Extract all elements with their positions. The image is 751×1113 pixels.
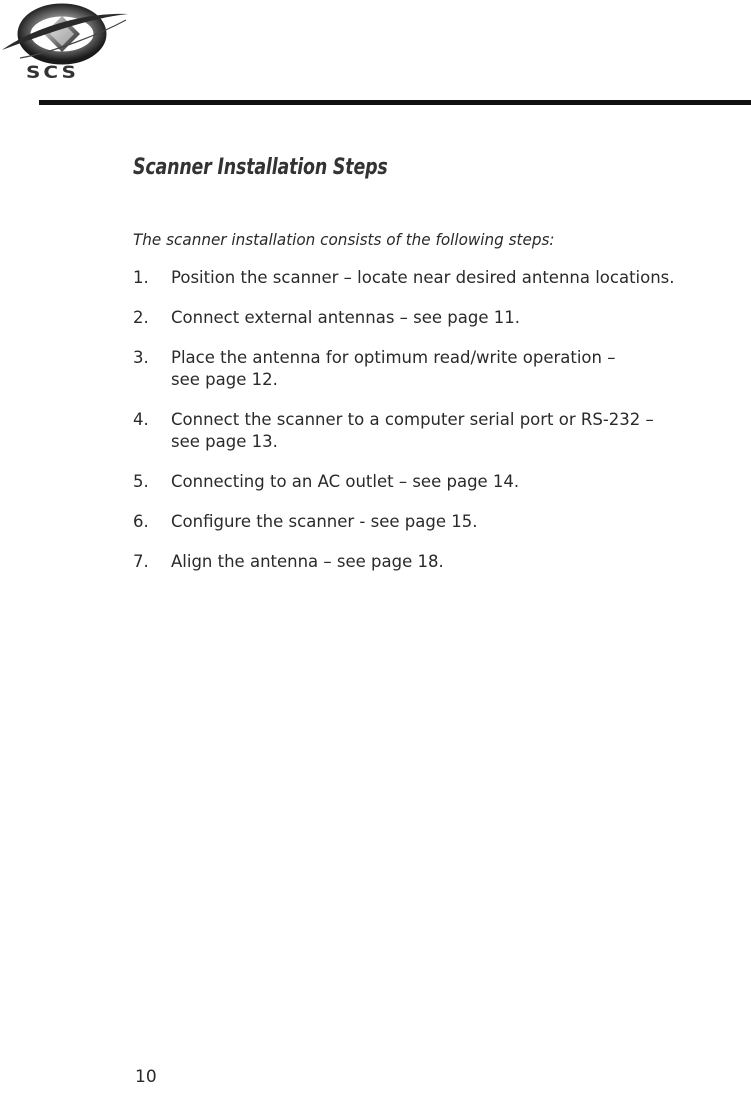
step-text [171,409,733,453]
step-number: 6. [133,512,149,531]
step-text [171,267,733,289]
header-rule [39,100,751,105]
step-line: Connecting to an AC outlet – see page 14. [171,472,520,491]
step-number: 4. [133,410,149,429]
list-item [133,409,733,453]
intro-text: The scanner installation consists of the following steps: [133,230,555,249]
logo-wordmark: SCS [26,62,79,83]
step-line: Connect the scanner to a computer serial port or RS-232 – [171,410,654,429]
step-line: Align the antenna – see page 18. [171,552,444,571]
step-text [171,471,733,493]
step-number: 2. [133,308,149,327]
page-number: 10 [135,1067,157,1087]
step-text [171,307,733,329]
list-item [133,551,733,573]
step-line: see page 13. [171,432,278,451]
step-number: 1. [133,268,149,287]
scs-logo [0,0,130,90]
steps-list [133,267,733,591]
list-item [133,307,733,329]
list-item [133,471,733,493]
page-title: Scanner Installation Steps [133,155,388,180]
list-item [133,267,733,289]
step-line: Configure the scanner - see page 15. [171,512,478,531]
list-item [133,347,733,391]
step-number: 5. [133,472,149,491]
step-line: Position the scanner – locate near desired antenna locations. [171,268,675,287]
step-text [171,511,733,533]
step-line: see page 12. [171,370,278,389]
step-line: Connect external antennas – see page 11. [171,308,520,327]
step-text [171,347,733,391]
step-text [171,551,733,573]
step-line: Place the antenna for optimum read/write operation – [171,348,616,367]
scs-swoosh-logo-icon [0,0,130,70]
step-number: 3. [133,348,149,367]
list-item [133,511,733,533]
step-number: 7. [133,552,149,571]
